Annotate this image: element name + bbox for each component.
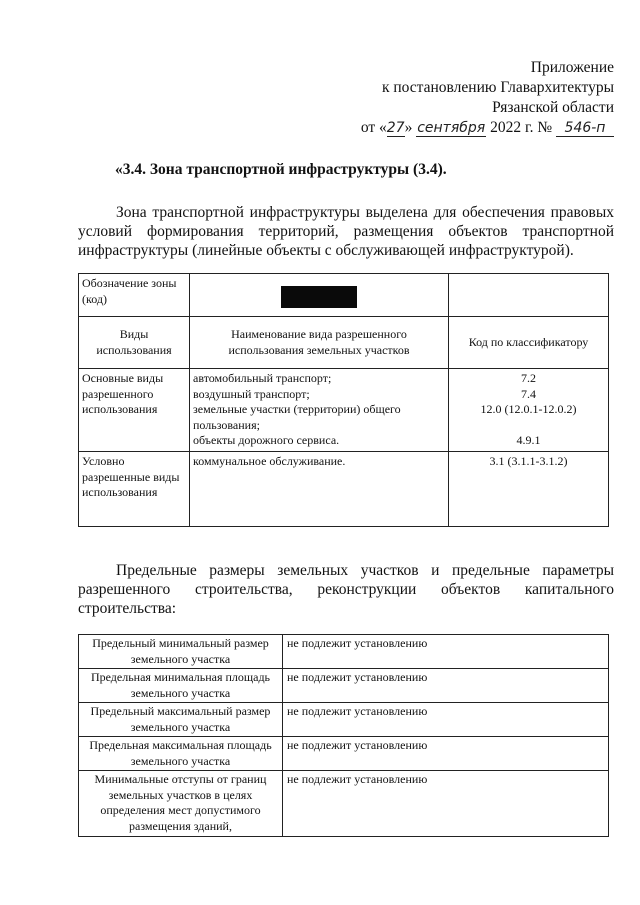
- zone-code-row: [79, 274, 609, 317]
- section-title: «3.4. Зона транспортной инфраструктуры (3.4).: [115, 161, 447, 178]
- redacted-block: [281, 286, 357, 308]
- zone-code-label: Обозначение зоны (код): [79, 274, 190, 317]
- document-header: [361, 58, 614, 138]
- name-item: объекты дорожного сервиса.: [193, 433, 340, 447]
- header-code: Код по классификатору: [449, 317, 609, 369]
- name-item: автомобильный транспорт;: [193, 371, 332, 385]
- table-row: [79, 703, 609, 737]
- date-year: 2022 г. №: [490, 119, 553, 136]
- code-item: 12.0 (12.0.1-12.0.2): [480, 402, 577, 416]
- date-prefix: от «: [360, 119, 387, 136]
- zone-code-value: [190, 274, 449, 317]
- limit-value: не подлежит установлению: [283, 635, 609, 669]
- table-row: [79, 737, 609, 771]
- intro-paragraph: Зона транспортной инфраструктуры выделена для обеспечения правовых условий формирования территорий, размещения объектов транспортной инфраструктуры (линейные объекты с обслуживающей инфраструктурой).: [78, 204, 614, 259]
- limit-label: Предельная минимальная площадь земельного участка: [79, 669, 283, 703]
- limits-table: [78, 634, 609, 837]
- row-codes: [449, 369, 609, 452]
- limit-value: не подлежит установлению: [283, 669, 609, 703]
- header-name: Наименование вида разрешенного использования земельных участков: [190, 317, 449, 369]
- code-item: 4.9.1: [516, 433, 541, 447]
- table-row: [79, 369, 609, 452]
- appendix-label: Приложение: [530, 59, 614, 76]
- limit-value: не подлежит установлению: [283, 703, 609, 737]
- row-kind: Основные виды разрешенного использования: [79, 369, 190, 452]
- table-row: [79, 635, 609, 669]
- code-item: [452, 418, 605, 434]
- code-item: 7.4: [521, 386, 536, 401]
- limit-label: Минимальные отступы от границ земельных участков в целях определения мест допустимого размещения зданий,: [79, 771, 283, 837]
- table-row: [79, 452, 609, 527]
- table-header-row: [79, 317, 609, 369]
- zone-table: [78, 273, 609, 527]
- zone-code-empty: [449, 274, 609, 317]
- resolution-label: к постановлению Главархитектуры: [381, 79, 614, 96]
- limits-paragraph: Предельные размеры земельных участков и предельные параметры разрешенного строительства, реконструкции объектов капитального строительства:: [78, 562, 614, 617]
- document-number: 546-п: [556, 120, 614, 137]
- header-kind: Виды использования: [79, 317, 190, 369]
- row-names: [190, 369, 449, 452]
- name-item: воздушный транспорт;: [193, 386, 310, 401]
- table-row: [79, 669, 609, 703]
- date-day: 27: [386, 120, 405, 136]
- row-codes: [449, 452, 609, 527]
- limit-value: не подлежит установлению: [283, 737, 609, 771]
- limit-label: Предельный максимальный размер земельного участка: [79, 703, 283, 737]
- date-number-line: [361, 118, 614, 138]
- name-item: земельные участки (территории) общего пользования;: [193, 402, 401, 432]
- code-item: 7.2: [521, 371, 536, 385]
- limit-value: не подлежит установлению: [283, 771, 609, 837]
- limit-label: Предельный минимальный размер земельного участка: [79, 635, 283, 669]
- table-row: [79, 771, 609, 837]
- date-month: сентября: [417, 120, 486, 136]
- name-item: коммунальное обслуживание.: [193, 454, 346, 468]
- code-item: 3.1 (3.1.1-3.1.2): [489, 454, 568, 468]
- limit-label: Предельная максимальная площадь земельного участка: [79, 737, 283, 771]
- region-label: Рязанской области: [492, 99, 614, 116]
- row-kind: Условно разрешенные виды использования: [79, 452, 190, 527]
- row-names: [190, 452, 449, 527]
- date-mid: »: [404, 119, 413, 136]
